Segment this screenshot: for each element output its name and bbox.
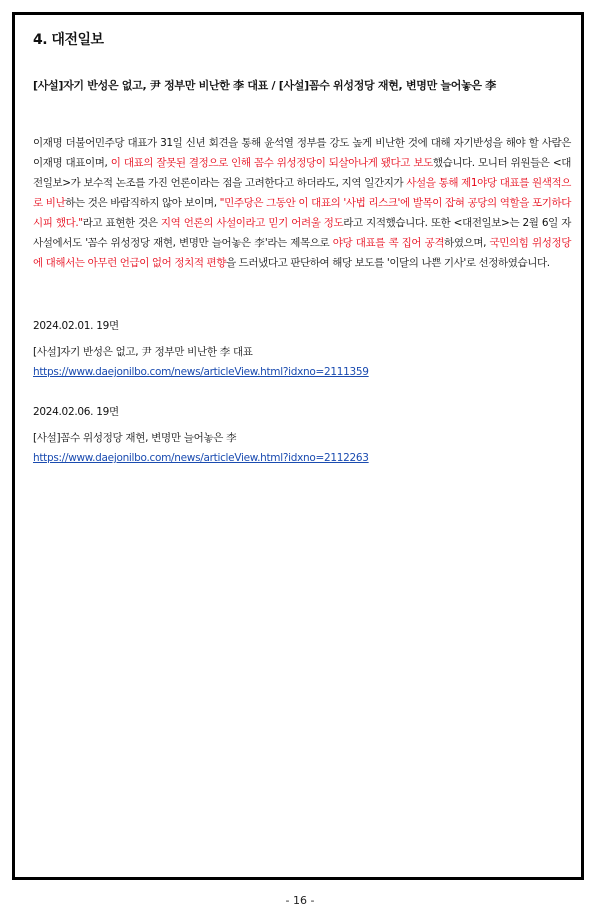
body-text-4: 라고 표현한 것은 [82, 217, 161, 229]
section-heading: 4. 대전일보 [33, 32, 104, 48]
article-title: [사설]자기 반성은 없고, 尹 정부만 비난한 李 대표 / [사설]꼼수 위성정당 재현, 변명만 늘어놓은 李 [33, 79, 496, 92]
reference-title: [사설]꼼수 위성정당 재현, 변명만 늘어놓은 李 [33, 432, 237, 444]
reference-date: 2024.02.01. 19면 [33, 320, 119, 332]
body-text-6: 하였으며, [444, 237, 490, 249]
highlight-text-2: 사설을 통해 제1야당 대표를 원색적으로 비난 [33, 177, 571, 209]
reference-title: [사설]자기 반성은 없고, 尹 정부만 비난한 李 대표 [33, 346, 253, 358]
highlight-text-6: 국민의힘 위성정당에 대해서는 아무런 언급이 없어 정치적 편향 [33, 237, 571, 269]
reference-date: 2024.02.06. 19면 [33, 406, 119, 418]
reference-item [33, 402, 571, 468]
highlight-text-1: 이 대표의 잘못된 결정으로 인해 꼼수 위성정당이 되살아나게 됐다고 보도 [110, 157, 433, 169]
body-text-5: 라고 지적했습니다. 또한 <대전일보>는 2월 6일 자 사설에서도 '꼼수 위성정당 재현, 변명만 늘어놓은 李'라는 제목으로 [33, 217, 572, 249]
reference-link[interactable]: https://www.daejonilbo.com/news/articleView.html?idxno=2111359 [33, 366, 369, 378]
body-text-7: 을 드러냈다고 판단하여 해당 보도를 '이달의 나쁜 기사'로 선정하였습니다. [226, 257, 550, 269]
body-text-3: 하는 것은 바람직하지 않아 보이며, [65, 197, 220, 209]
body-text-2: 했습니다. 모니터 위원들은 <대전일보>가 보수적 논조를 가진 언론이라는 점을 고려한다고 하더라도, 지역 일간지가 [33, 157, 572, 189]
reference-item [33, 316, 571, 382]
highlight-text-4: 지역 언론의 사설이라고 믿기 어려울 정도 [160, 217, 344, 229]
body-text-1: 이재명 더불어민주당 대표가 31일 신년 회견을 통해 윤석열 정부를 강도 높게 비난한 것에 대해 자기반성을 해야 할 사람은 이재명 대표이며, [33, 137, 571, 169]
highlight-text-3: "민주당은 그동안 이 대표의 '사법 리스크'에 발목이 잡혀 공당의 역할을 포기하다시피 했다." [33, 197, 571, 229]
highlight-text-5: 야당 대표를 콕 집어 공격 [332, 237, 445, 249]
page-number: - 16 - [285, 894, 315, 907]
reference-link[interactable]: https://www.daejonilbo.com/news/articleView.html?idxno=2112263 [33, 452, 369, 464]
body-paragraph [33, 133, 571, 273]
